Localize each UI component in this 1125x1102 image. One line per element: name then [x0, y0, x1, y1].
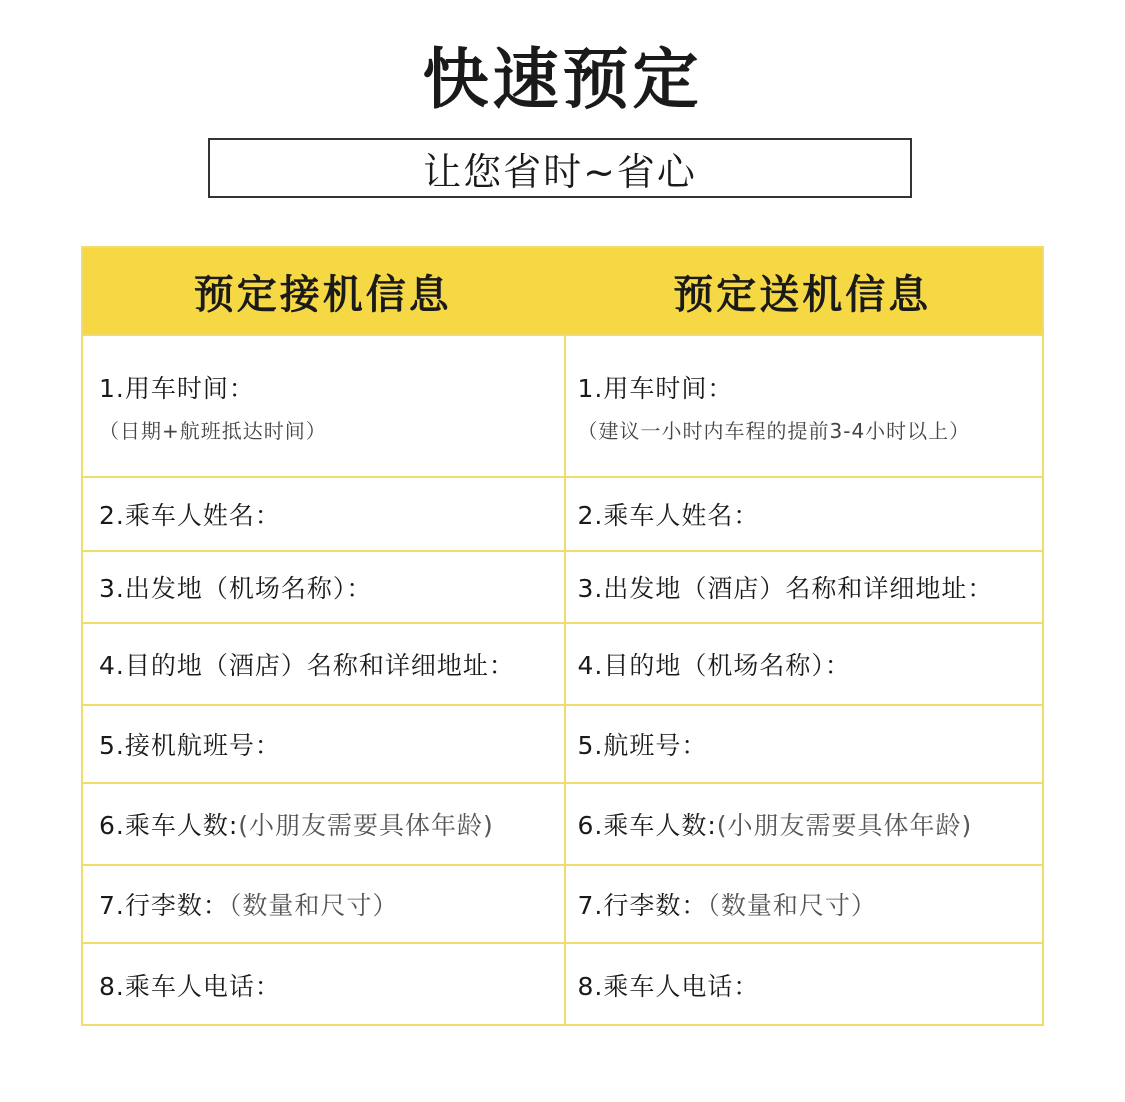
field-hint: (小朋友需要具体年龄)	[238, 811, 494, 840]
table-row	[83, 864, 1042, 942]
dropoff-time-cell	[564, 336, 1043, 476]
table-row	[83, 782, 1042, 864]
field-label: 6.乘车人数:	[577, 811, 717, 840]
field-hint: (小朋友需要具体年龄)	[716, 811, 973, 840]
dropoff-luggage-cell	[564, 866, 1043, 942]
dropoff-flight-cell: 5.航班号：	[564, 706, 1043, 782]
table-row	[83, 334, 1042, 476]
booking-info-table	[81, 246, 1044, 1026]
page-title: 快速预定	[422, 41, 703, 118]
pickup-time-cell	[83, 336, 564, 476]
pickup-name-cell: 2.乘车人姓名：	[99, 501, 281, 530]
table-body	[83, 334, 1042, 1026]
field-label: 6.乘车人数:	[99, 811, 239, 840]
table-row	[83, 704, 1042, 782]
pickup-phone-cell: 8.乘车人电话：	[99, 972, 281, 1001]
table-header	[83, 248, 1042, 334]
subtitle-box	[208, 138, 912, 198]
dropoff-origin-cell: 3.出发地（酒店）名称和详细地址：	[564, 552, 1043, 622]
field-label: 7.行李数：	[577, 891, 708, 920]
pickup-destination-cell: 4.目的地（酒店）名称和详细地址：	[99, 651, 515, 680]
pickup-flight-cell: 5.接机航班号：	[99, 731, 281, 760]
field-label: 1.用车时间：	[99, 373, 255, 403]
field-label: 7.行李数：	[99, 891, 229, 920]
table-row	[83, 942, 1042, 1026]
dropoff-phone-cell: 8.乘车人电话：	[564, 944, 1043, 1026]
table-row	[83, 476, 1042, 550]
pickup-luggage-cell	[83, 866, 564, 942]
field-label: 1.用车时间：	[577, 373, 734, 403]
field-note: （建议一小时内车程的提前3-4小时以上）	[577, 418, 971, 443]
table-row	[83, 550, 1042, 622]
field-note: （日期+航班抵达时间）	[99, 418, 327, 443]
header-dropoff: 预定送机信息	[673, 270, 932, 318]
pickup-origin-cell: 3.出发地（机场名称）：	[99, 574, 373, 603]
dropoff-name-cell: 2.乘车人姓名：	[564, 478, 1043, 550]
header-pickup: 预定接机信息	[193, 270, 452, 318]
pickup-passengers-cell	[83, 784, 564, 864]
table-row	[83, 622, 1042, 704]
dropoff-destination-cell: 4.目的地（机场名称）：	[564, 624, 1043, 704]
field-hint: （数量和尺寸）	[228, 891, 399, 920]
field-hint: （数量和尺寸）	[707, 891, 877, 920]
subtitle-text: 让您省时~省心	[423, 149, 697, 194]
dropoff-passengers-cell	[564, 784, 1043, 864]
